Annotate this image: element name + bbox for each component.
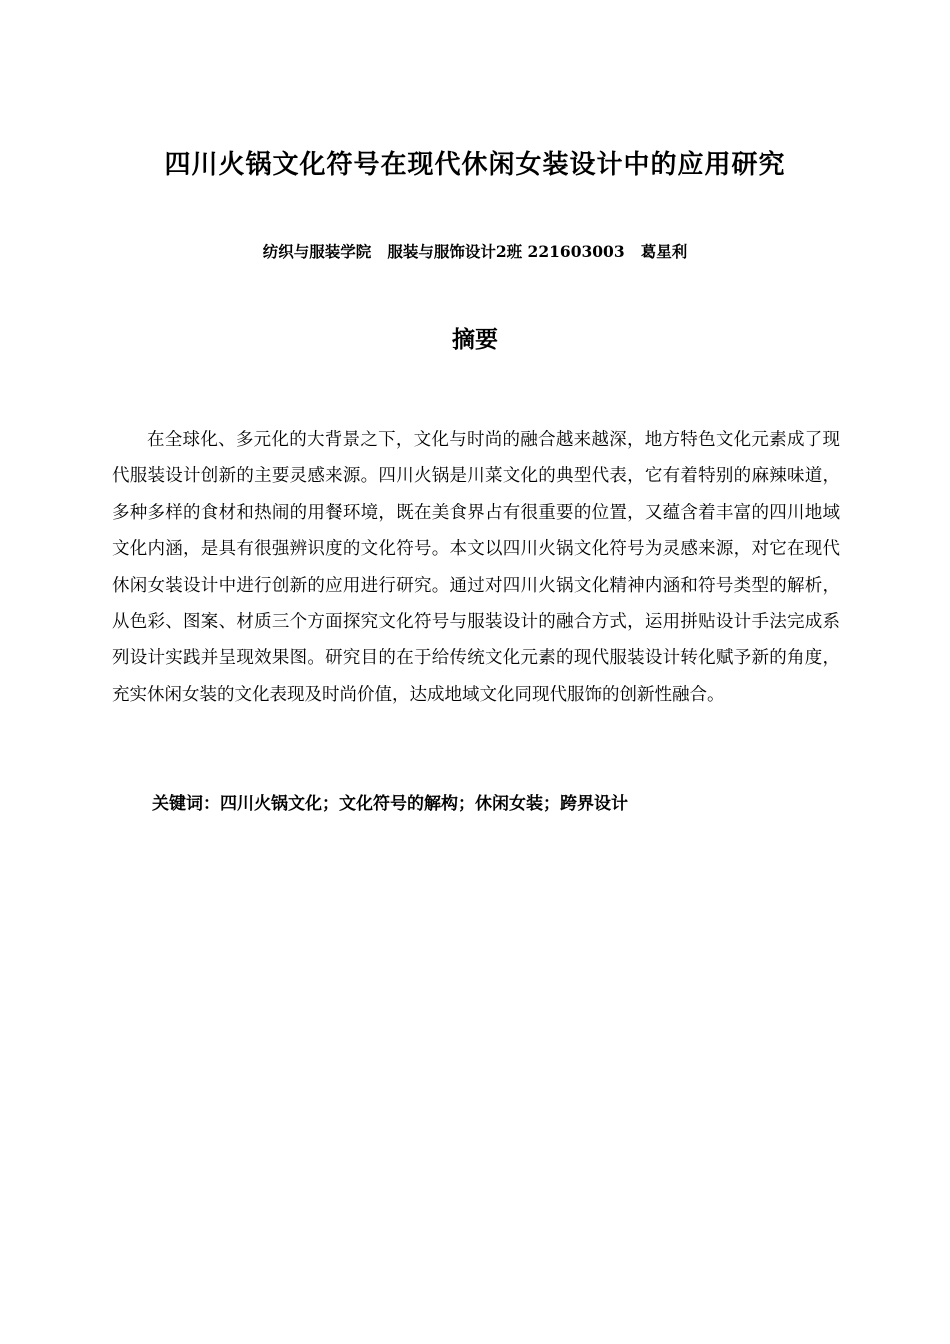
author-affiliation-line: 纺织与服装学院 服装与服饰设计2班 221603003 葛星利 xyxy=(262,242,688,261)
paper-title: 四川火锅文化符号在现代休闲女装设计中的应用研究 xyxy=(164,150,786,180)
abstract-heading: 摘要 xyxy=(452,327,498,353)
keywords-line: 关键词：四川火锅文化；文化符号的解构；休闲女装；跨界设计 xyxy=(152,794,628,814)
abstract-body: 在全球化、多元化的大背景之下，文化与时尚的融合越来越深，地方特色文化元素成了现代服装设计创新的主要灵感来源。四川火锅是川菜文化的典型代表，它有着特别的麻辣味道，多种多样的食材和热闹的用餐环境，既在美食界占有很重要的位置，又蕴含着丰富的四川地域文化内涵，是具有很强辨识度的文化符号。本文以四川火锅文化符号为灵感来源，对它在现代休闲女装设计中进行创新的应用进行研究。通过对四川火锅文化精神内涵和符号类型的解析，从色彩、图案、材质三个方面探究文化符号与服装设计的融合方式，运用拼贴设计手法完成系列设计实践并呈现效果图。研究目的在于给传统文化元素的现代服装设计转化赋予新的角度，充实休闲女装的文化表现及时尚价值，达成地域文化同现代服饰的创新性融合。 xyxy=(112,430,840,705)
